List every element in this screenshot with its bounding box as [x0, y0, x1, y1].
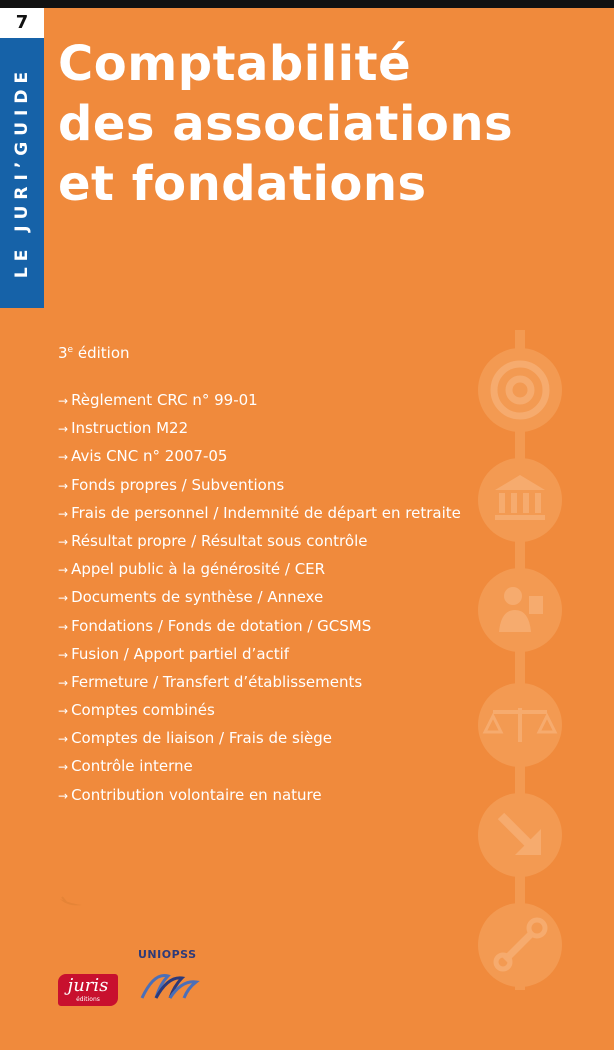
arrow-right-icon: →	[58, 563, 69, 578]
bird-icon	[58, 895, 84, 909]
topic-item	[58, 612, 461, 640]
arrow-right-icon: →	[58, 732, 69, 747]
partner-logo	[138, 948, 202, 1004]
topic-item	[58, 527, 461, 555]
publisher-name: juris	[67, 975, 109, 996]
arrow-right-icon: →	[58, 450, 69, 465]
topic-label: Comptes combinés	[71, 701, 215, 720]
title-line-1: Comptabilité	[58, 36, 412, 92]
topic-label: Appel public à la générosité / CER	[71, 560, 326, 579]
topic-list	[58, 386, 461, 809]
title-line-2: des associations	[58, 96, 514, 152]
person-icon	[478, 568, 562, 652]
topic-label: Contrôle interne	[71, 757, 193, 776]
topic-label: Règlement CRC n° 99-01	[71, 391, 258, 409]
topic-item	[58, 724, 461, 752]
topic-label: Documents de synthèse / Annexe	[71, 588, 324, 607]
topic-item	[58, 696, 461, 724]
series-band	[0, 8, 44, 308]
arrow-right-icon: →	[58, 534, 69, 549]
partner-mark-icon	[138, 962, 200, 1002]
arrow-down-right-icon	[478, 793, 562, 877]
topic-label: Frais de personnel / Indemnité de départ en retraite	[71, 503, 461, 522]
topic-item	[58, 555, 461, 583]
topic-label: Résultat propre / Résultat sous contrôle	[71, 531, 368, 550]
arrow-right-icon: →	[58, 394, 69, 408]
series-label: LE JURI’GUIDE	[12, 65, 32, 279]
topic-label: Fermeture / Transfert d’établissements	[71, 672, 363, 691]
topic-label: Comptes de liaison / Frais de siège	[71, 729, 332, 748]
topic-item	[58, 640, 461, 668]
topic-item	[58, 781, 461, 809]
decorative-icon-column	[465, 330, 575, 990]
arrow-right-icon: →	[58, 647, 69, 662]
edition-suffix: e	[67, 345, 74, 355]
arrow-right-icon: →	[58, 704, 69, 719]
topic-label: Contribution volontaire en nature	[71, 785, 322, 804]
arrow-right-icon: →	[58, 422, 69, 437]
topic-item	[58, 583, 461, 611]
topic-item	[58, 471, 461, 499]
topic-item	[58, 752, 461, 780]
publisher-subtitle: éditions	[76, 996, 100, 1003]
topic-item	[58, 386, 461, 414]
publisher-logo	[58, 974, 118, 1006]
topic-item	[58, 499, 461, 527]
edition-text: édition	[77, 344, 130, 362]
arrow-right-icon: →	[58, 506, 69, 521]
topic-item	[58, 442, 461, 470]
partner-name: UNIOPSS	[138, 948, 197, 961]
target-icon	[478, 348, 562, 432]
building-icon	[478, 458, 562, 542]
topic-label: Fondations / Fonds de dotation / GCSMS	[71, 616, 372, 635]
scales-icon	[478, 683, 562, 767]
wrench-icon	[478, 903, 562, 987]
topic-label: Avis CNC n° 2007-05	[71, 447, 228, 466]
title-line-3: et fondations	[58, 156, 427, 212]
arrow-right-icon: →	[58, 760, 69, 775]
topic-label: Fusion / Apport partiel d’actif	[71, 644, 290, 663]
topic-label: Fonds propres / Subventions	[71, 475, 285, 494]
arrow-right-icon: →	[58, 675, 69, 690]
topic-item	[58, 668, 461, 696]
topic-item	[58, 414, 461, 442]
edition-number: 3	[58, 344, 68, 362]
series-number: 7	[0, 8, 44, 38]
arrow-right-icon: →	[58, 619, 69, 634]
book-title	[58, 34, 513, 214]
arrow-right-icon: →	[58, 591, 69, 606]
topic-label: Instruction M22	[71, 419, 189, 438]
edition-label	[58, 344, 130, 362]
arrow-right-icon: →	[58, 478, 69, 493]
top-strip	[0, 0, 614, 8]
arrow-right-icon: →	[58, 788, 69, 803]
